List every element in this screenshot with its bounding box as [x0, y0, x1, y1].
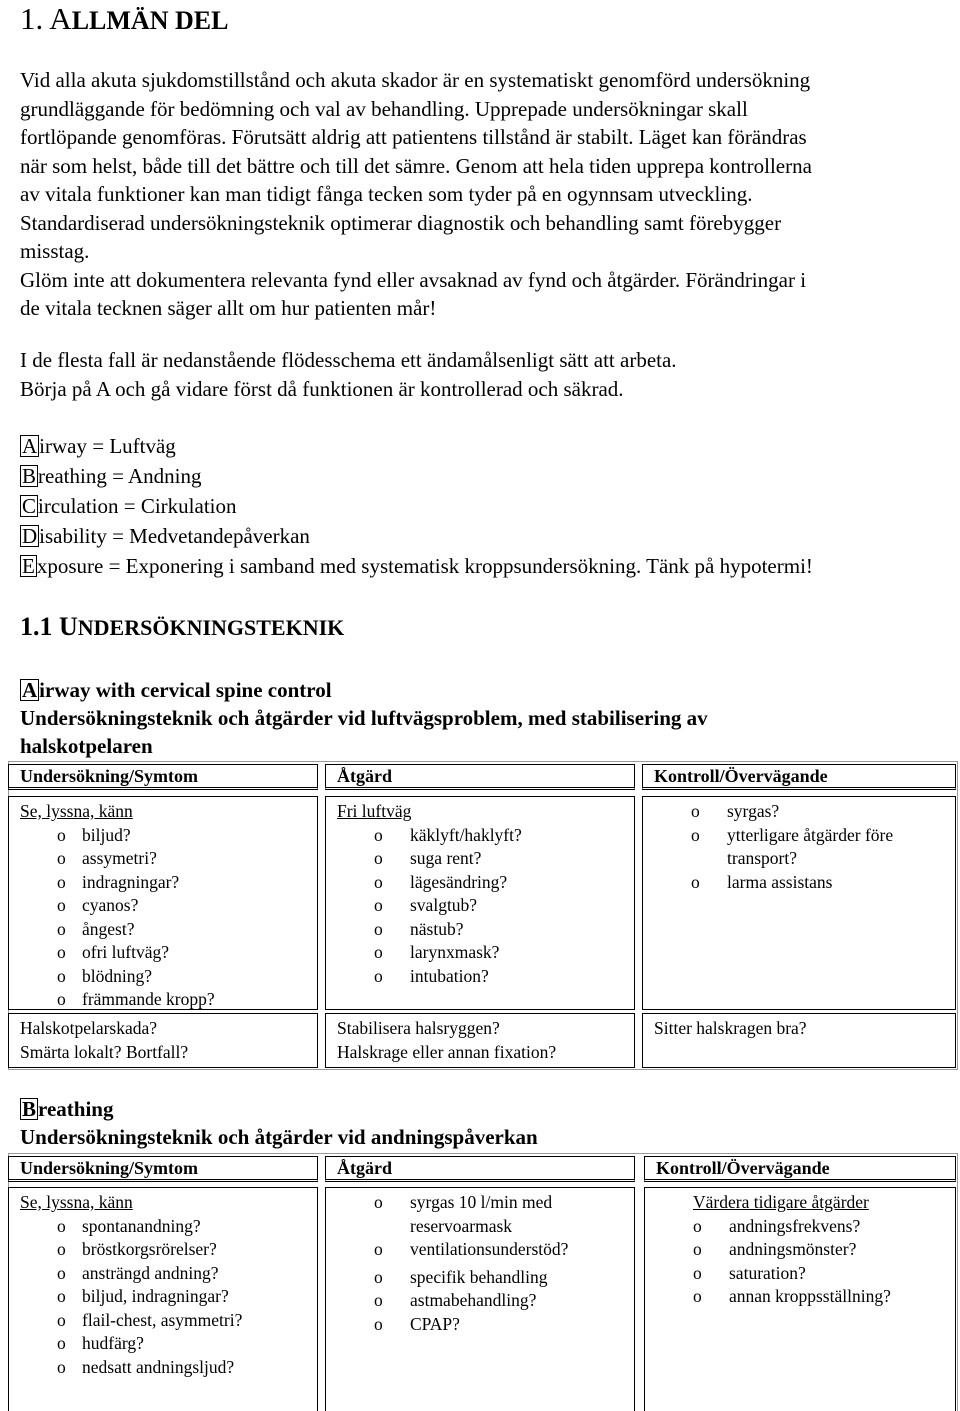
- item-text: syrgas?: [727, 801, 780, 821]
- bullet: o: [374, 1239, 383, 1259]
- breathing-subtitle: Undersökningsteknik och åtgärder vid andningspåverkan: [20, 1125, 538, 1149]
- cell-title: Se, lyssna, känn: [20, 1192, 133, 1212]
- boxed-letter: B: [22, 464, 37, 488]
- flow-line: Börja på A och gå vidare först då funktionen är kontrollerad och säkrad.: [20, 376, 624, 401]
- list-item: [337, 894, 634, 918]
- list-item: [337, 1289, 634, 1313]
- list-item: [645, 1262, 955, 1286]
- breathing-title: [20, 1095, 113, 1123]
- intro-line: när som helst, både till det bättre och till det sämre. Genom att hela tiden upprepa kontrollerna: [20, 153, 812, 178]
- list-item: [337, 918, 634, 942]
- item-text: flail-chest, asymmetri?: [82, 1309, 243, 1330]
- airway-cell-action: [325, 796, 635, 1010]
- abcde-text: irculation = Cirkulation: [38, 494, 237, 518]
- list-item: [20, 1285, 317, 1309]
- item-text: biljud, indragningar?: [82, 1286, 229, 1306]
- bullet: o: [57, 1215, 66, 1236]
- bullet: o: [57, 1309, 66, 1330]
- bullet: o: [57, 942, 66, 962]
- intro-line: Standardiserad undersökningsteknik optimerar diagnostik och behandling samt förebygger: [20, 210, 782, 235]
- item-text: främmande kropp?: [82, 989, 215, 1009]
- intro-paragraph: [20, 66, 812, 323]
- item-text: ångest?: [82, 918, 135, 939]
- bullet: o: [57, 918, 66, 939]
- bullet: o: [374, 942, 383, 962]
- airway-subtitle-line: Undersökningsteknik och åtgärder vid luftvägsproblem, med stabilisering av: [20, 706, 708, 730]
- airway-cell-spine-symptom: [8, 1013, 318, 1068]
- list-item: [20, 1215, 317, 1239]
- bullet: o: [693, 1239, 702, 1259]
- item-text: nedsatt andningsljud?: [82, 1356, 235, 1377]
- abcde-list: [20, 431, 813, 581]
- boxed-letter: C: [22, 494, 37, 518]
- item-text: larma assistans: [727, 871, 833, 892]
- list-item: [337, 1191, 634, 1215]
- list-item: [20, 871, 317, 895]
- abcde-item-a: [20, 431, 813, 461]
- bullet: o: [691, 824, 700, 845]
- intro-line: de vitala tecknen säger allt om hur patienten mår!: [20, 296, 437, 320]
- boxed-letter: A: [22, 678, 38, 702]
- list-item: [20, 824, 317, 848]
- abcde-text: reathing = Andning: [38, 464, 202, 488]
- bullet: o: [57, 871, 66, 892]
- list-item: [20, 1356, 317, 1380]
- airway-subtitle-line: halskotpelaren: [20, 734, 153, 758]
- breathing-title-text: reathing: [38, 1097, 114, 1121]
- intro-line: av vitala funktioner kan man tidigt fånga tecken som tyder på en ogynnsam utveckling.: [20, 182, 753, 206]
- intro-line: Glöm inte att dokumentera relevanta fynd eller avsaknad av fynd och åtgärder. Förändringar i: [20, 267, 807, 292]
- bullet: o: [57, 1286, 66, 1306]
- list-item: [337, 1266, 634, 1290]
- item-text: andningsmönster?: [729, 1239, 857, 1259]
- abcde-item-b: [20, 461, 813, 491]
- item-text: andningsfrekvens?: [729, 1215, 861, 1236]
- heading-number: 1.: [20, 1, 44, 36]
- item-text: nästub?: [410, 918, 464, 939]
- abcde-item-e: [20, 551, 813, 581]
- bullet: o: [374, 824, 383, 845]
- bullet: o: [374, 1313, 383, 1334]
- airway-cell-spine-action: [325, 1013, 635, 1068]
- list-item: [645, 1238, 955, 1262]
- list-item: [654, 871, 955, 895]
- bullet: o: [57, 965, 66, 986]
- item-text: spontanandning?: [82, 1215, 201, 1236]
- breathing-cell-action: [325, 1187, 635, 1411]
- item-text: CPAP?: [410, 1313, 460, 1334]
- cell-title: Fri luftväg: [337, 801, 412, 821]
- bullet: o: [374, 965, 383, 986]
- list-item: [20, 1332, 317, 1356]
- item-text: blödning?: [82, 965, 152, 986]
- airway-header-col2: Åtgärd: [325, 764, 635, 790]
- item-text: cyanos?: [82, 895, 139, 915]
- breathing-cell-control: [644, 1187, 956, 1411]
- cell-line: Smärta lokalt? Bortfall?: [20, 1041, 189, 1062]
- airway-header-col3: Kontroll/Övervägande: [642, 764, 956, 790]
- list-item: [337, 1313, 634, 1337]
- bullet: o: [57, 1333, 66, 1353]
- list-item-continuation: [654, 847, 955, 871]
- list-item: [20, 1262, 317, 1286]
- list-item: [337, 871, 634, 895]
- bullet: o: [691, 801, 700, 821]
- breathing-header-col2: Åtgärd: [325, 1156, 635, 1182]
- item-text: ofri luftväg?: [82, 942, 169, 962]
- abcde-text: irway = Luftväg: [39, 434, 176, 458]
- list-item: [654, 824, 955, 848]
- item-text: käklyft/haklyft?: [410, 824, 522, 845]
- heading-undersokningsteknik: [20, 612, 344, 642]
- bullet: o: [57, 1356, 66, 1377]
- item-text: transport?: [727, 848, 797, 868]
- heading-allman-del: [20, 2, 228, 38]
- abcde-item-d: [20, 521, 813, 551]
- item-text: astmabehandling?: [410, 1290, 537, 1310]
- item-text: larynxmask?: [410, 942, 500, 962]
- item-text: hudfärg?: [82, 1333, 144, 1353]
- heading-number: 1.1 U: [20, 612, 78, 641]
- intro-line: grundläggande för bedömning och val av behandling. Upprepade undersökningar skall: [20, 96, 748, 121]
- cell-line: Halskotpelarskada?: [20, 1018, 158, 1038]
- list-item: [20, 894, 317, 918]
- item-text: ventilationsunderstöd?: [410, 1239, 569, 1259]
- bullet: o: [374, 895, 383, 915]
- bullet: o: [374, 1266, 383, 1287]
- abcde-text: isability = Medvetandepåverkan: [39, 524, 310, 548]
- cell-line: Stabilisera halsryggen?: [337, 1018, 500, 1038]
- item-text: intubation?: [410, 965, 489, 986]
- bullet: o: [57, 848, 66, 868]
- item-text: suga rent?: [410, 848, 482, 868]
- bullet: o: [693, 1262, 702, 1283]
- list-item: [337, 824, 634, 848]
- bullet: o: [693, 1286, 702, 1306]
- list-item-continuation: [337, 1215, 634, 1239]
- bullet: o: [374, 848, 383, 868]
- boxed-letter: E: [22, 554, 35, 578]
- heading-rest: LLMÄN DEL: [71, 6, 229, 35]
- list-item: [20, 988, 317, 1012]
- item-text: annan kroppsställning?: [729, 1286, 891, 1306]
- bullet: o: [374, 918, 383, 939]
- bullet: o: [691, 871, 700, 892]
- item-text: ansträngd andning?: [82, 1262, 219, 1283]
- list-item: [20, 918, 317, 942]
- item-text: indragningar?: [82, 871, 180, 892]
- list-item: [337, 965, 634, 989]
- airway-title: [20, 676, 332, 704]
- item-text: bröstkorgsrörelser?: [82, 1239, 217, 1259]
- cell-line: Sitter halskragen bra?: [654, 1018, 807, 1038]
- list-item: [337, 847, 634, 871]
- airway-title-text: irway with cervical spine control: [39, 678, 332, 702]
- item-text: ytterligare åtgärder före: [727, 824, 894, 845]
- list-item: [337, 1238, 634, 1262]
- bullet: o: [374, 1290, 383, 1310]
- bullet: o: [57, 989, 66, 1009]
- airway-cell-spine-control: [642, 1013, 956, 1068]
- intro-line: fortlöpande genomföras. Förutsätt aldrig att patientens tillstånd är stabilt. Läget kan förändras: [20, 125, 807, 149]
- heading-first-letter: A: [49, 1, 72, 36]
- list-item: [20, 965, 317, 989]
- airway-cell-control: [642, 796, 956, 1010]
- boxed-letter: A: [22, 434, 38, 458]
- item-text: biljud?: [82, 824, 131, 845]
- breathing-cell-examination: [8, 1187, 318, 1411]
- bullet: o: [57, 824, 66, 845]
- breathing-header-col1: Undersökning/Symtom: [8, 1156, 318, 1182]
- bullet: o: [57, 1239, 66, 1259]
- breathing-header-col3: Kontroll/Övervägande: [644, 1156, 956, 1182]
- list-item: [654, 800, 955, 824]
- bullet: o: [57, 1262, 66, 1283]
- intro-line: misstag.: [20, 239, 90, 263]
- list-item: [20, 847, 317, 871]
- flow-paragraph: [20, 346, 677, 403]
- item-text: lägesändring?: [410, 871, 508, 892]
- cell-title: Värdera tidigare åtgärder: [693, 1192, 869, 1212]
- item-text: reservoarmask: [410, 1215, 513, 1236]
- airway-header-col1: Undersökning/Symtom: [8, 764, 318, 790]
- list-item: [337, 941, 634, 965]
- abcde-item-c: [20, 491, 813, 521]
- item-text: svalgtub?: [410, 895, 478, 915]
- item-text: syrgas 10 l/min med: [410, 1192, 553, 1212]
- bullet: o: [374, 871, 383, 892]
- list-item: [645, 1285, 955, 1309]
- bullet: o: [57, 895, 66, 915]
- list-item: [645, 1215, 955, 1239]
- airway-cell-examination: [8, 796, 318, 1010]
- list-item: [20, 1309, 317, 1333]
- airway-subtitle: [20, 704, 708, 760]
- intro-line: Vid alla akuta sjukdomstillstånd och akuta skador är en systematiskt genomförd undersökning: [20, 68, 811, 92]
- item-text: specifik behandling: [410, 1266, 548, 1287]
- flow-line: I de flesta fall är nedanstående flödesschema ett ändamålsenligt sätt att arbeta.: [20, 348, 677, 372]
- bullet: o: [374, 1192, 383, 1212]
- boxed-letter: D: [22, 524, 38, 548]
- bullet: o: [693, 1215, 702, 1236]
- cell-title: Se, lyssna, känn: [20, 801, 133, 821]
- list-item: [20, 941, 317, 965]
- cell-line: Halskrage eller annan fixation?: [337, 1041, 557, 1062]
- list-item: [20, 1238, 317, 1262]
- item-text: saturation?: [729, 1262, 806, 1283]
- item-text: assymetri?: [82, 848, 157, 868]
- boxed-letter: B: [22, 1097, 37, 1121]
- abcde-text: xposure = Exponering i samband med systematisk kroppsundersökning. Tänk på hypotermi!: [36, 554, 813, 578]
- heading-rest: NDERSÖKNINGSTEKNIK: [77, 615, 345, 640]
